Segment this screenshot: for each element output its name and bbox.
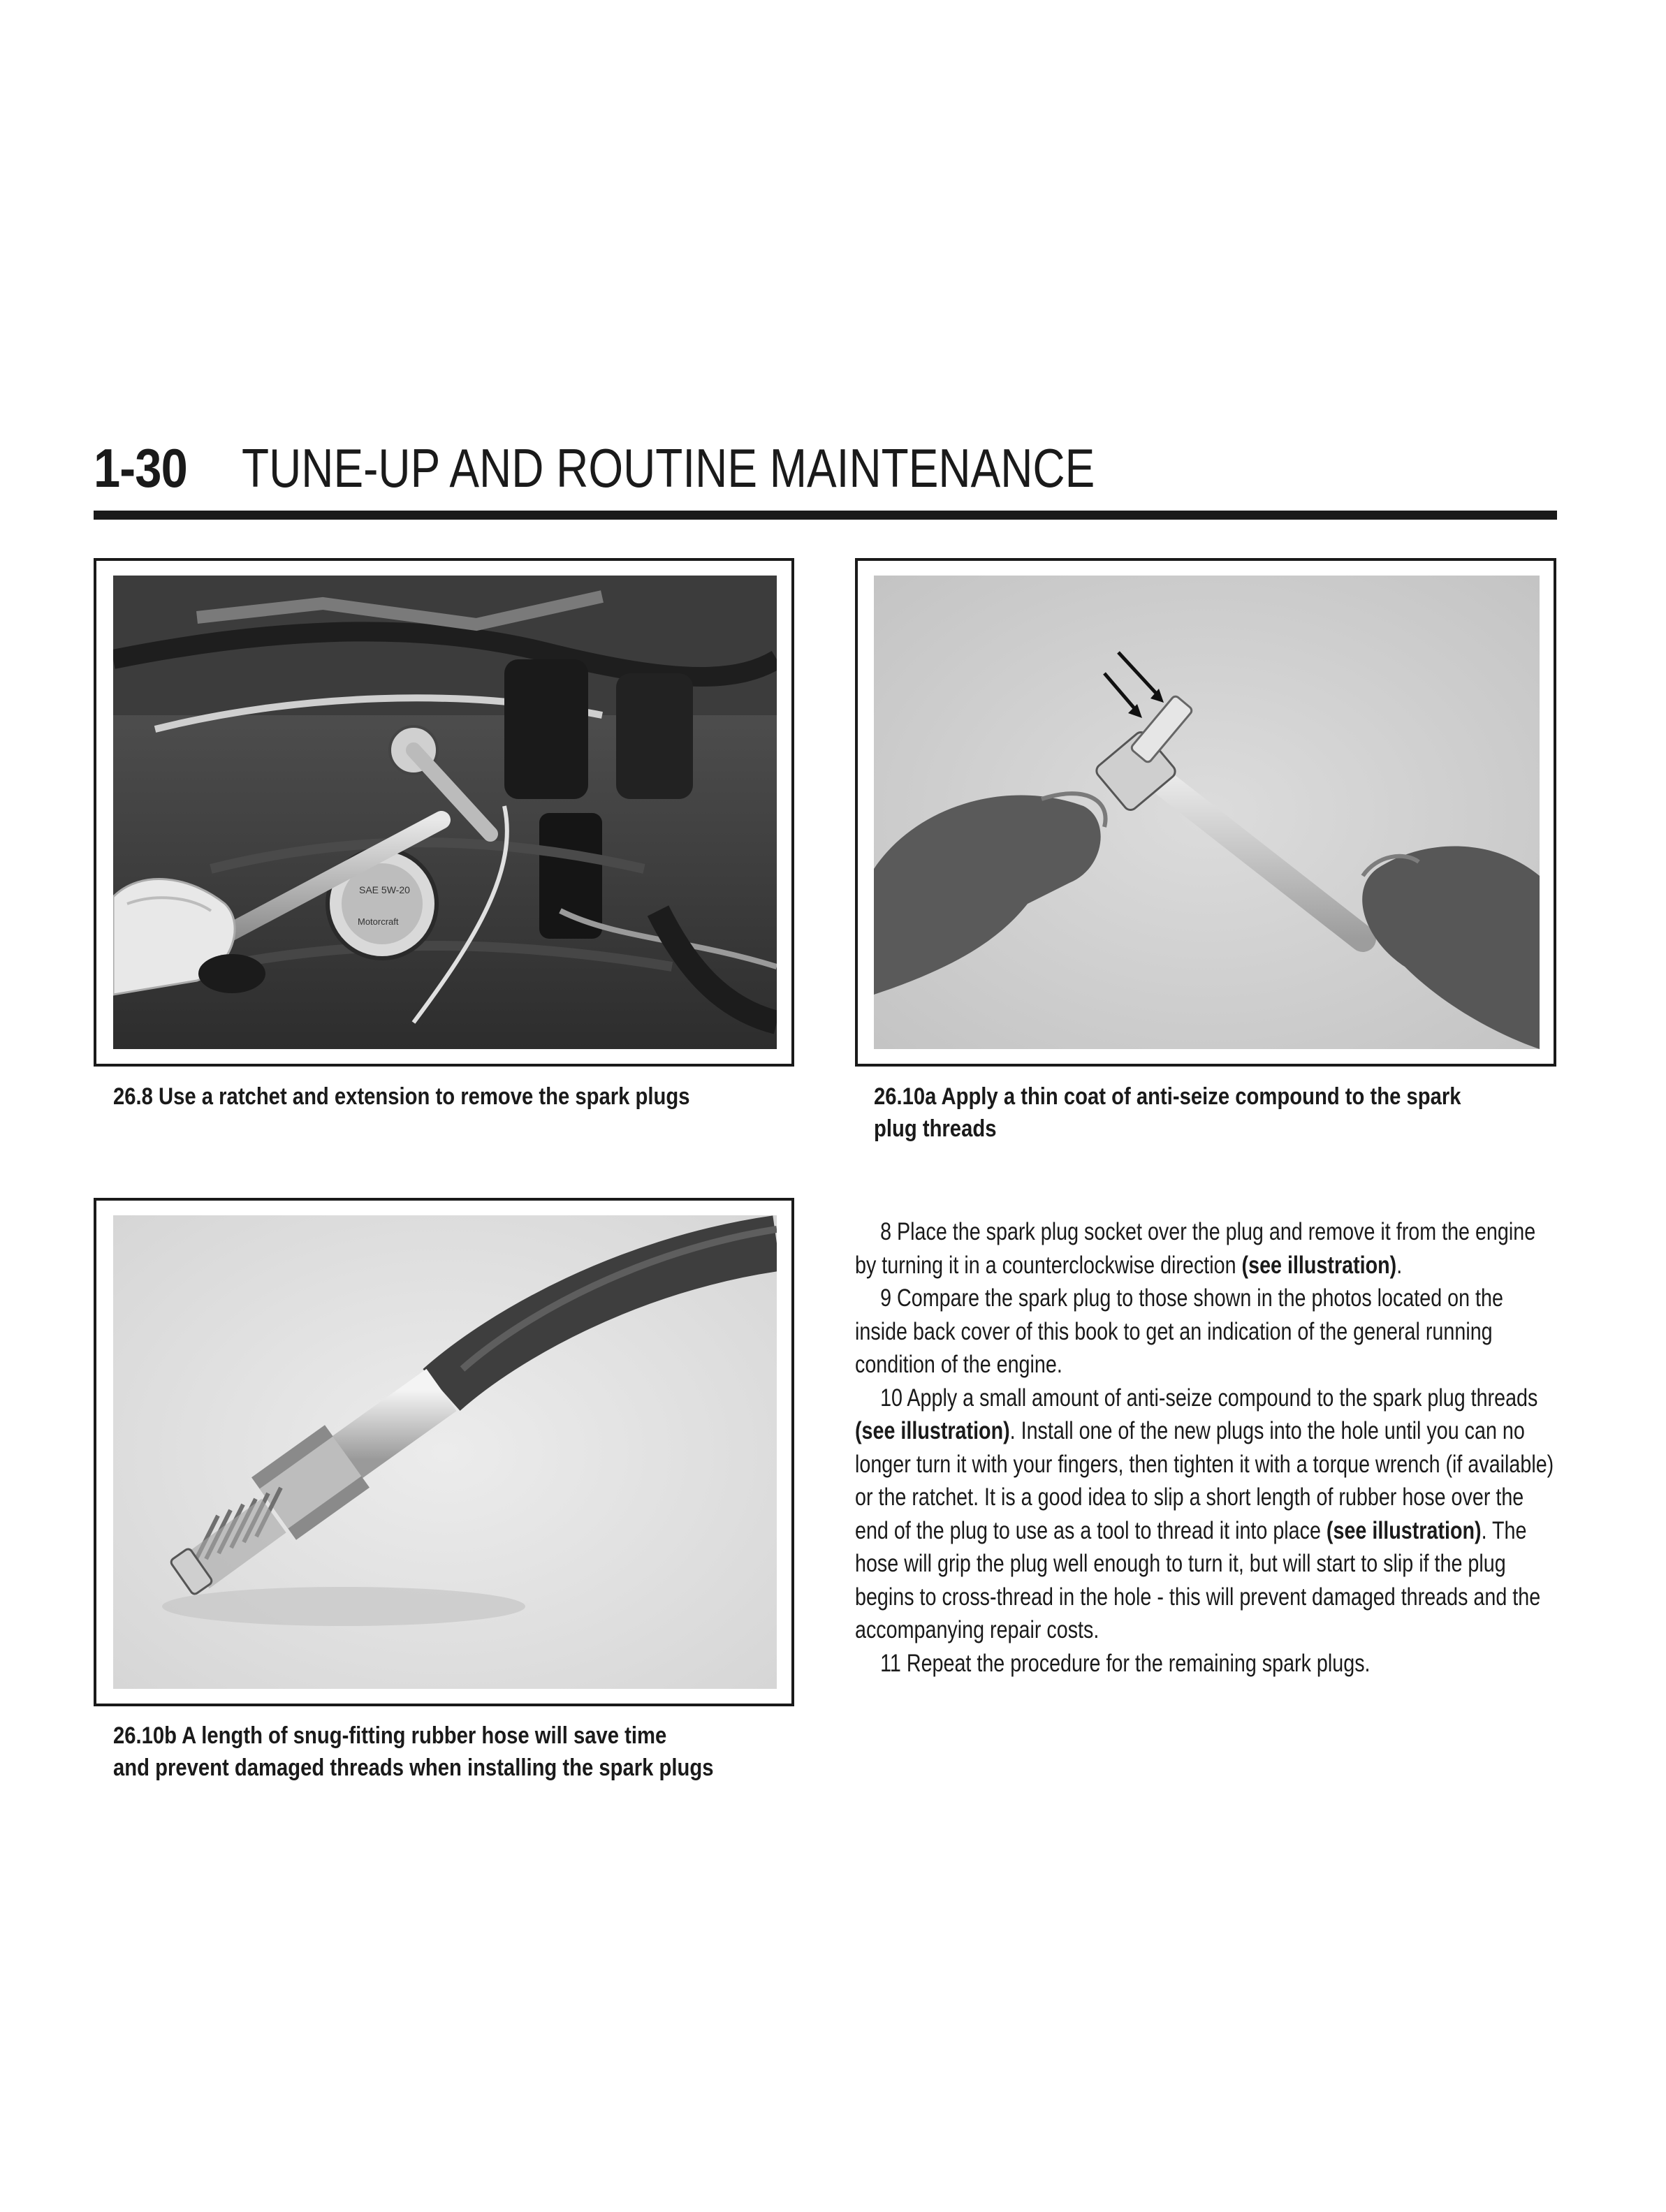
figure-26-10a-photo [874,576,1540,1049]
illustration-reference: (see illustration) [1326,1516,1482,1544]
caption-line: plug threads [874,1115,997,1142]
paragraph-10 [855,1382,1554,1647]
page-header [94,433,1557,517]
illustration-reference: (see illustration) [855,1417,1010,1444]
oil-cap-label: SAE 5W-20 [359,884,410,895]
illustration-reference: (see illustration) [1241,1251,1397,1279]
anti-seize-photo [874,576,1540,1049]
body-text [855,1215,1554,1680]
paragraph-10-c: . The hose will grip the plug well enough to turn it, but will start to slip if the plug begins to cross-thread in the hole - this will prevent damaged threads and the accompanying repair costs. [855,1516,1541,1643]
paragraph-8-text: 8 Place the spark plug socket over the plug and remove it from the engine by turning it in a counterclockwise direction [855,1218,1536,1279]
page-number: 1-30 [94,437,187,499]
figure-26-10a-caption [874,1081,1535,1145]
figure-26-8-photo [113,576,777,1049]
caption-line: 26.10b A length of snug-fitting rubber hose will save time [113,1722,667,1749]
paragraph-9: 9 Compare the spark plug to those shown in the photos located on the inside back cover of this book to get an indication of the general running condition of the engine. [855,1284,1503,1378]
rubber-hose-photo [113,1215,777,1689]
paragraph-8 [855,1215,1554,1282]
caption-line: and prevent damaged threads when installing the spark plugs [113,1755,714,1781]
paragraph-10-b: . Install one of the new plugs into the hole until you can no longer turn it with your fingers, then tighten it with a torque wrench (if available) or the ratchet. It is a good idea to slip a short length of rubber hose over the end of the plug to use as a tool to thread it into place [855,1417,1554,1544]
paragraph-11: 11 Repeat the procedure for the remaining spark plugs. [880,1649,1371,1677]
section-title: TUNE-UP AND ROUTINE MAINTENANCE [242,437,1095,499]
paragraph-8-end: . [1396,1251,1403,1279]
figure-26-10b-photo [113,1215,777,1689]
engine-photo [113,576,777,1049]
oil-cap-brand: Motorcraft [358,916,399,927]
header-rule [94,511,1557,520]
figure-26-8-caption: 26.8 Use a ratchet and extension to remove the spark plugs [113,1083,690,1110]
paragraph-10-a: 10 Apply a small amount of anti-seize compound to the spark plug threads [880,1384,1538,1412]
caption-line: 26.10a Apply a thin coat of anti-seize compound to the spark [874,1083,1461,1110]
figure-26-10b-caption [113,1720,774,1784]
